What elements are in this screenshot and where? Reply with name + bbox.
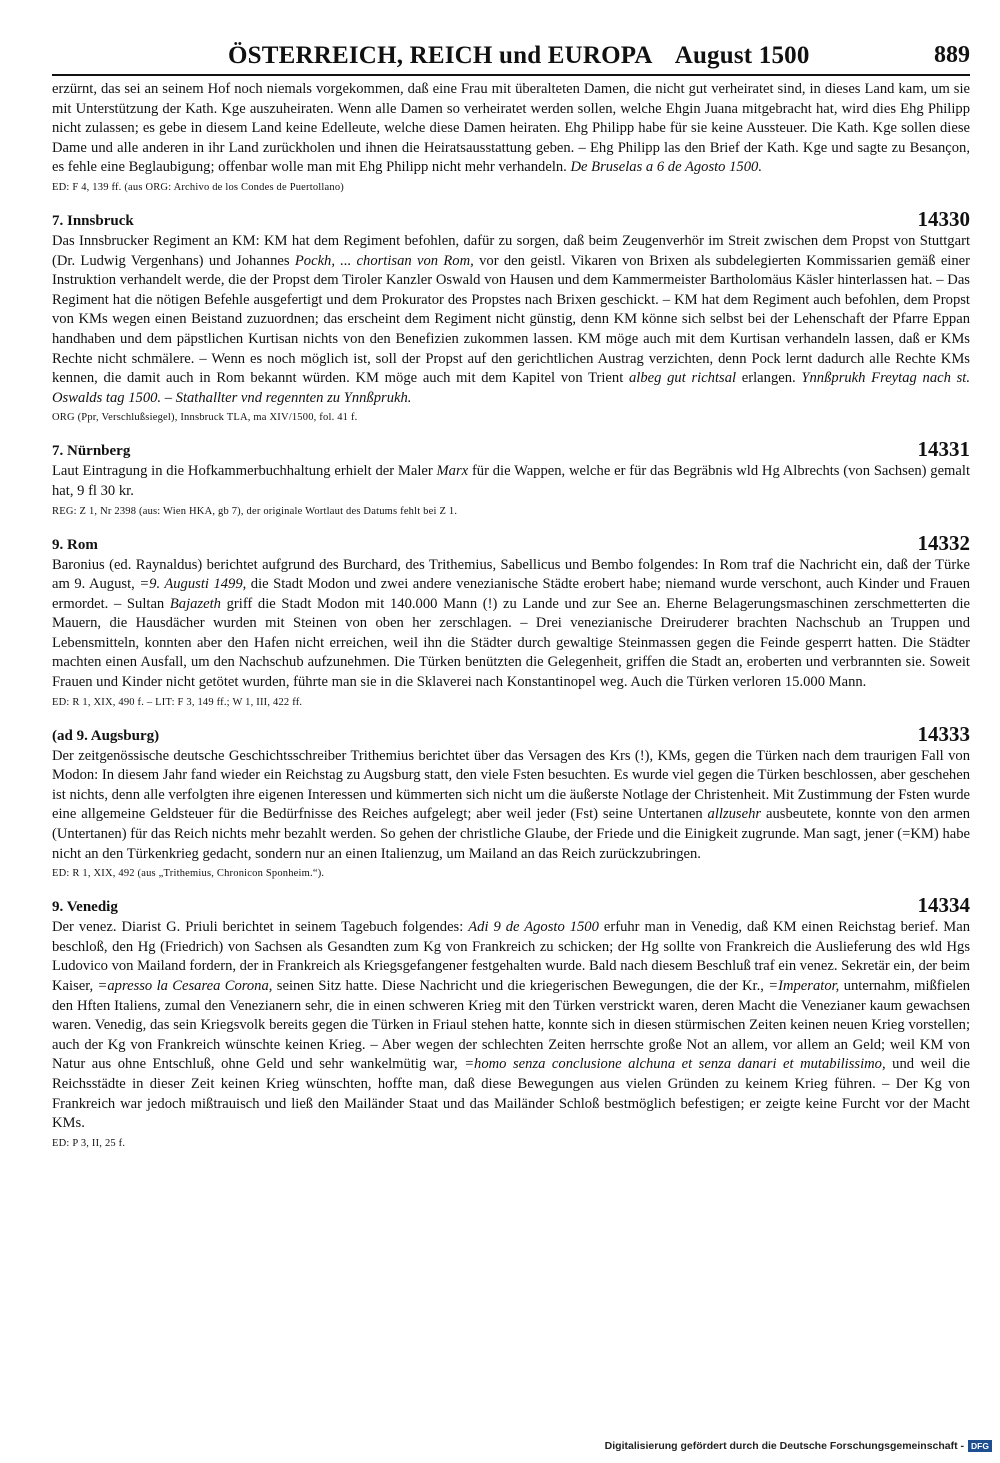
entry-place: (ad 9. Augsburg) — [52, 727, 160, 744]
text-segment: Der venez. Diarist G. Priuli berichtet in seinem Tagebuch folgendes: — [52, 919, 464, 936]
italic-segment: =Imperator, — [768, 978, 840, 994]
entry-source: ED: R 1, XIX, 492 (aus „Trithemius, Chronicon Sponheim.“). — [52, 868, 325, 880]
entry-text — [52, 232, 970, 408]
text-segment: Baronius (ed. Raynaldus) berichtet aufgrund des Burchard, des Trithemius, Sabellicus und Bembo folgendes: In Rom traf die Nachricht ein, daß der Türke am 9. August, — [52, 556, 970, 593]
intro-paragraph — [52, 80, 970, 178]
entry-14331 — [52, 438, 970, 517]
entry-number: 14330 — [917, 206, 970, 231]
footer-credit: Digitalisierung gefördert durch die Deutsche Forschungsgemeinschaft - — [604, 1440, 965, 1452]
italic-segment: =9. Augusti 1499, — [139, 576, 247, 593]
italic-segment: =homo senza conclusione alchuna et senza danari et mutabilissimo, — [464, 1056, 886, 1073]
entry-heading — [52, 438, 970, 462]
italic-segment: Adi 9 de Agosto 1500 — [468, 919, 599, 936]
entry-text — [52, 747, 970, 865]
entry-text — [52, 918, 970, 1134]
text-segment: und weil die Reichsstädte in dieser Zeit keinen Krieg wünschten, hoffte man, daß diese Bewegungen aus vielen Gründen zu keinem Krieg führen. – Der Kg von Frankreich war jedoch mißtrauisch und ließ den Mailänder Staat und das Mailänder Schloß bestmöglich befestigen; er zeigte keine Furcht vor der Macht KMs. — [52, 1056, 971, 1132]
dfg-logo: DFG — [968, 1440, 992, 1452]
header-title — [228, 42, 810, 70]
text-segment: unternahm, mißfielen den Hften Italiens, zumal den Venezianern sehr, die in einen schweren Krieg mit den Türken verstrickt waren, deren Macht die Venezianer kaum gewachsen waren. Venedig, das sein Kriegsvolk bereits gegen die Türken in Friaul stehen hatte, konnte sich in diesen stürmischen Zeiten keinen neuen Krieg vorstellen; auch der Kg von Frankreich wünschte keinen Krieg. – Aber wegen der schlechten Zeiten herrschte große Not an allem, vor allem an Geld; weil KM von Natur aus ohne Entschluß, ohne Geld und sehr wankelmütig war, — [52, 978, 971, 1073]
italic-segment: Marx — [436, 463, 469, 480]
entry-heading — [52, 723, 970, 747]
entry-source: ED: P 3, II, 25 f. — [52, 1137, 126, 1149]
entry-14332 — [52, 532, 970, 709]
entry-number: 14332 — [917, 530, 970, 555]
document-body — [52, 80, 970, 1150]
italic-segment: Ynnßprukh Freytag nach st. Oswalds tag 1500. – Stathallter vnd regennten zu Ynnßprukh. — [52, 370, 970, 406]
text-segment: Der zeitgenössische deutsche Geschichtsschreiber Trithemius berichtet über das Versagen des Krs (!), KMs, gegen die Türken nach dem traurigen Fall von Modon: In diesem Jahr fand wieder ein Reichstag zu Augsburg statt, den viele Fsten besuchten. Es wurde viel gegen die Türken beschlossen, aber geschehen ist nichts, denn alle verfolgten ihre eigenen Interessen und kümmerten sich nicht um die äußerste Notlage der Christenheit. Mit Zustimmung der Fsten wurde eine allgemeine Geldsteuer für die Bedürfnisse des Reiches aufgelegt; aber weil jeder (Fst) seine Untertanen — [52, 747, 970, 823]
digitization-footer — [605, 1440, 992, 1456]
entry-place: 9. Rom — [52, 536, 98, 553]
entry-source: REG: Z 1, Nr 2398 (aus: Wien HKA, gb 7), der originale Wortlaut des Datums fehlt bei Z 1. — [52, 505, 458, 517]
text-segment: vor den geistl. Vikaren von Brixen als subdelegierten Kommissarien gemäß einer Instruktion verhandelt werde, die der Propst dem Tiroler Kanzler Oswald von Hausen und dem Kammermeister Bartholomäus Käsler hinterlassen hat. – Das Regiment hat die nötigen Befehle ausgefertigt und dem Prokurator des Propstes nach Brixen geschickt. – KM hat dem Regiment auch befohlen, dem Propst von KMs wegen einen Beistand zuzuordnen; das erscheint dem Regiment nicht günstig, denn KM könne sich selbst bei der Lehenschaft der Pfarre Eppan handhaben und dem päpstlichen Kurtisan nichts von den Benefizien zukommen lassen. KM möge auch mit dem Kurtisan verhandeln lassen, daß er KMs Rechte nicht schmälere. – Wenn es noch möglich ist, soll der Propst auf den gerichtlichen Austrag verzichten, denn Pock lernt dadurch alle Rechte KMs kennen, die damit auch in Rom bekannt würden. KM möge auch mit dem Kapitel von Trient — [52, 252, 970, 387]
entry-place: 7. Nürnberg — [52, 443, 131, 460]
intro-text: erzürnt, das sei an seinem Hof noch niemals vorgekommen, daß eine Frau mit überalteten Damen, die nicht gut verheiratet sind, in dieses Land kam, um sie mit Unterstützung der Kath. Kge auszuheiraten. Wenn alle Damen so verheiratet werden sollen, welche Ehgin Juana mitgebracht hat, wird dies Ehg Philipp nicht zulassen; es gebe in diesem Land keine Edelleute, welche diese Damen heiraten. Ehg Philipp habe für sie keine Aussteuer. Die Kath. Kge sollen diese Dame und alle anderen in ihr Land zurückholen und ihnen die Heiratsausstattung geben. – Ehg Philipp las den Brief der Kath. Kge und sagte zu Besançon, es fehle eine Beglaubigung; offenbar wolle man mit Ehg Philipp nicht mehr verhandeln. — [52, 81, 970, 176]
entry-source: ORG (Ppr, Verschlußsiegel), Innsbruck TLA, ma XIV/1500, fol. 41 f. — [52, 412, 358, 424]
entry-place: 9. Venedig — [52, 899, 118, 916]
italic-segment: Pockh, ... chortisan von Rom, — [294, 252, 474, 269]
italic-segment: =apresso la Cesarea Corona, — [97, 978, 273, 994]
text-segment: seinen Sitz hatte. Diese Nachricht und die kriegerischen Bewegungen, die der Kr., — [276, 978, 764, 994]
entry-place: 7. Innsbruck — [52, 212, 134, 229]
text-segment: für die Wappen, welche er für das Begräbnis wld Hg Albrechts (von Sachsen) gemalt hat, 9 fl 30 kr. — [52, 463, 970, 499]
intro-continuation — [52, 80, 970, 194]
italic-segment: Bajazeth — [169, 595, 221, 612]
text-segment: erfuhr man in Venedig, daß KM einen Reichstag berief. Man beschloß, den Hg (Friedrich) von Sachsen als Gesandten zum Kg von Frankreich zu schicken; der Hg sollte von Frankreich die Auslieferung des wld Hgs Ludovico von Mailand fordern, der in Frankreich als Kriegsgefangener festgehalten wurde. Bald nach diesem Beschluß traf ein venez. Sekretär ein, der beim Kaiser, — [52, 919, 970, 994]
text-segment: erlangen. — [741, 370, 796, 387]
entry-number: 14333 — [917, 721, 970, 746]
text-segment: griff die Stadt Modon mit 140.000 Mann (!) zu Lande und zur See an. Eherne Belagerungsmaschinen zerschmetterten die Mauern, die Hausdächer wurden mit Steinen von oben her zerschlagen. – Drei venezianische Dreiruderer brachten Nachschub an Truppen und Lebensmitteln, konnten aber den Hafen nicht erreichen, weil ihn die Städter durch gewaltige Steinmassen gegen die Feinde gesperrt hatten. Die Städter machten einen Ausfall, um den Nachschub aufzunehmen. Die Türken benützten die Gelegenheit, griffen die Stadt an, eroberten und verbrannten sie. Soweit Frauen und Kinder nicht getötet wurden, führte man sie in die Sklaverei nach Konstantinopel weg. Auch die Türken verloren 15.000 Mann. — [52, 595, 970, 691]
entry-14333 — [52, 723, 970, 881]
entry-heading — [52, 894, 970, 918]
text-segment: Laut Eintragung in die Hofkammerbuchhaltung erhielt der Maler — [52, 463, 433, 480]
entry-heading — [52, 208, 970, 232]
entry-source: ED: R 1, XIX, 490 f. – LIT: F 3, 149 ff.; W 1, III, 422 ff. — [52, 696, 303, 708]
running-header — [52, 40, 970, 76]
entry-text — [52, 462, 970, 501]
text-segment: die Stadt Modon und zwei andere venezianische Städte erobert habe; niemand wurde verschont, auch Kinder und Frauen ermordet. – Sultan — [52, 576, 971, 612]
page-number: 889 — [934, 42, 970, 68]
entry-number: 14331 — [917, 437, 970, 462]
intro-italic: De Bruselas a 6 de Agosto 1500. — [570, 159, 762, 176]
intro-source: ED: F 4, 139 ff. (aus ORG: Archivo de los Condes de Puertollano) — [52, 181, 344, 193]
text-segment: Das Innsbrucker Regiment an KM: KM hat dem Regiment befohlen, dafür zu sorgen, daß beim Zeugenverhör im Streit zwischen dem Propst von Stuttgart (Dr. Ludwig Vergenhans) und Johannes — [52, 232, 970, 269]
italic-segment: allzusehr — [707, 806, 762, 823]
entry-number: 14334 — [917, 893, 970, 918]
entry-text — [52, 556, 970, 693]
header-date: August 1500 — [674, 42, 810, 69]
entry-14330 — [52, 208, 970, 424]
entry-14334 — [52, 894, 970, 1150]
entry-heading — [52, 532, 970, 556]
italic-segment: albeg gut richtsal — [628, 370, 737, 387]
header-title-text: ÖSTERREICH, REICH und EUROPA — [228, 42, 653, 69]
text-segment: ausbeutete, konnte von den armen (Untertanen) für das Reich nichts mehr bezahlt werden. So gehen der christliche Glaube, der Friede und die Einigkeit zugrunde. Man sagt, jener (=KM) habe nicht an den Türkenkrieg gedacht, sondern nur an einen Italienzug, um Mailand an das Reich zurückzubringen. — [52, 806, 971, 862]
